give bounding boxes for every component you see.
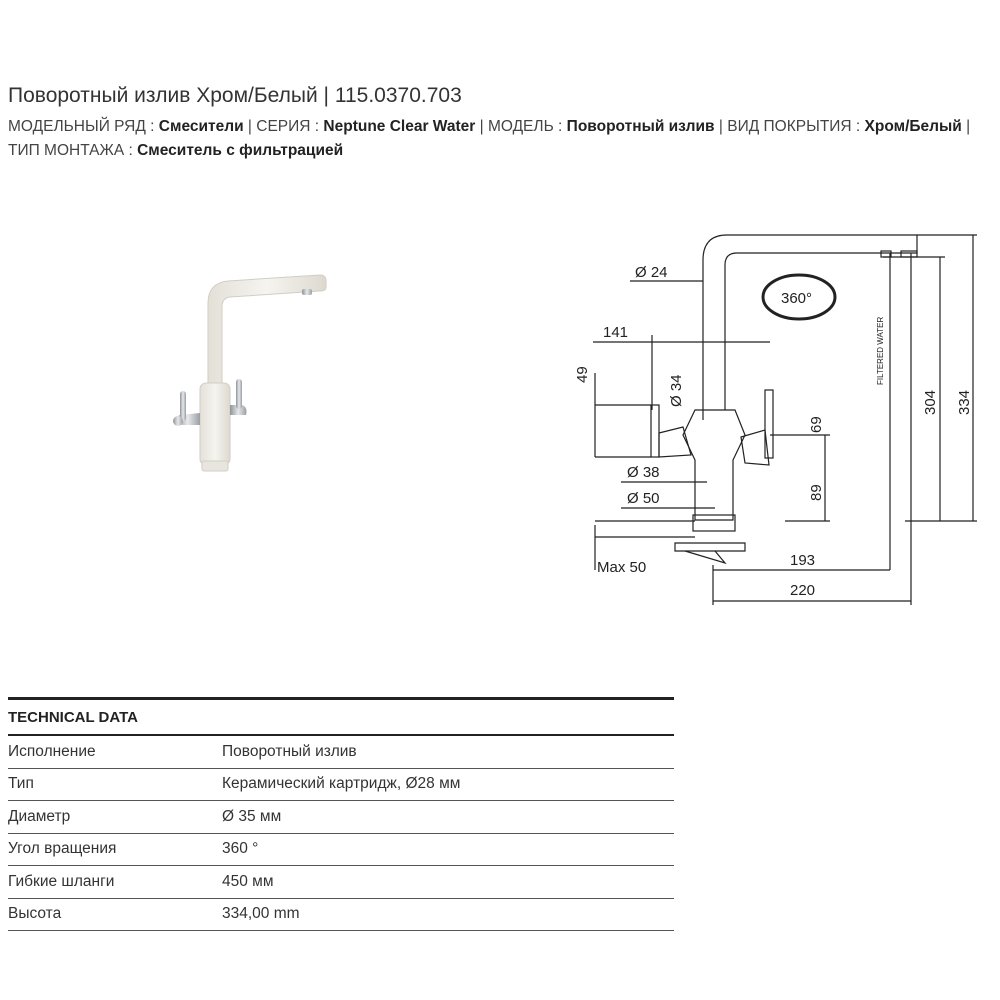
row-label: Диаметр: [8, 807, 71, 825]
table-row: [8, 866, 674, 899]
dim-220: 220: [790, 582, 816, 599]
dim-334: 334: [956, 389, 973, 415]
row-value: Ø 35 мм: [222, 807, 282, 825]
row-value: 360 °: [222, 840, 259, 858]
row-value: 334,00 mm: [222, 905, 300, 923]
table-row: [8, 769, 674, 802]
page-title: Поворотный излив Хром/Белый | 115.0370.703: [8, 84, 462, 107]
dim-141: 141: [603, 324, 629, 341]
technical-data-heading: TECHNICAL DATA: [8, 700, 674, 736]
row-label: Тип: [8, 775, 34, 793]
dim-69: 69: [808, 416, 825, 433]
dim-89: 89: [808, 484, 825, 501]
spec-series: СЕРИЯ : Neptune Clear Water: [256, 118, 476, 135]
dim-d34: Ø 34: [668, 374, 685, 407]
spec-series-range: МОДЕЛЬНЫЙ РЯД : Смесители: [8, 118, 244, 135]
table-row: [8, 736, 674, 769]
row-label: Высота: [8, 905, 62, 923]
product-attributes: МОДЕЛЬНЫЙ РЯД : Смесители | СЕРИЯ : Neptune Clear Water | МОДЕЛЬ : Поворотный излив | ВИД ПОКРЫТИЯ : Хром/Белый | ТИП МОНТАЖА : Смеситель с фильтрацией: [8, 118, 971, 159]
spec-finish: ВИД ПОКРЫТИЯ : Хром/Белый: [727, 118, 962, 135]
dim-max50: Max 50: [597, 559, 647, 576]
dim-rotation: 360°: [781, 290, 813, 307]
body-outline: [683, 410, 745, 520]
row-value: 450 мм: [222, 872, 274, 890]
row-value: Поворотный излив: [222, 742, 357, 760]
table-row: [8, 801, 674, 834]
dim-49: 49: [574, 366, 591, 383]
dim-d50: Ø 50: [627, 490, 660, 507]
row-label: Исполнение: [8, 742, 96, 760]
dim-304: 304: [922, 389, 939, 415]
row-label: Гибкие шланги: [8, 872, 115, 890]
row-label: Угол вращения: [8, 840, 117, 858]
row-value: Керамический картридж, Ø28 мм: [222, 775, 461, 793]
label-filtered-water: FILTERED WATER: [876, 316, 885, 385]
dim-193: 193: [790, 552, 816, 569]
product-image: [160, 265, 340, 480]
spec-mounting: ТИП МОНТАЖА : Смеситель с фильтрацией: [8, 142, 344, 159]
technical-drawing: [565, 225, 985, 610]
dim-d24: Ø 24: [635, 264, 668, 281]
spec-model: МОДЕЛЬ : Поворотный излив: [487, 118, 715, 135]
table-row: [8, 899, 674, 932]
technical-data-table: [8, 697, 674, 931]
dim-d38: Ø 38: [627, 464, 660, 481]
table-row: [8, 834, 674, 867]
